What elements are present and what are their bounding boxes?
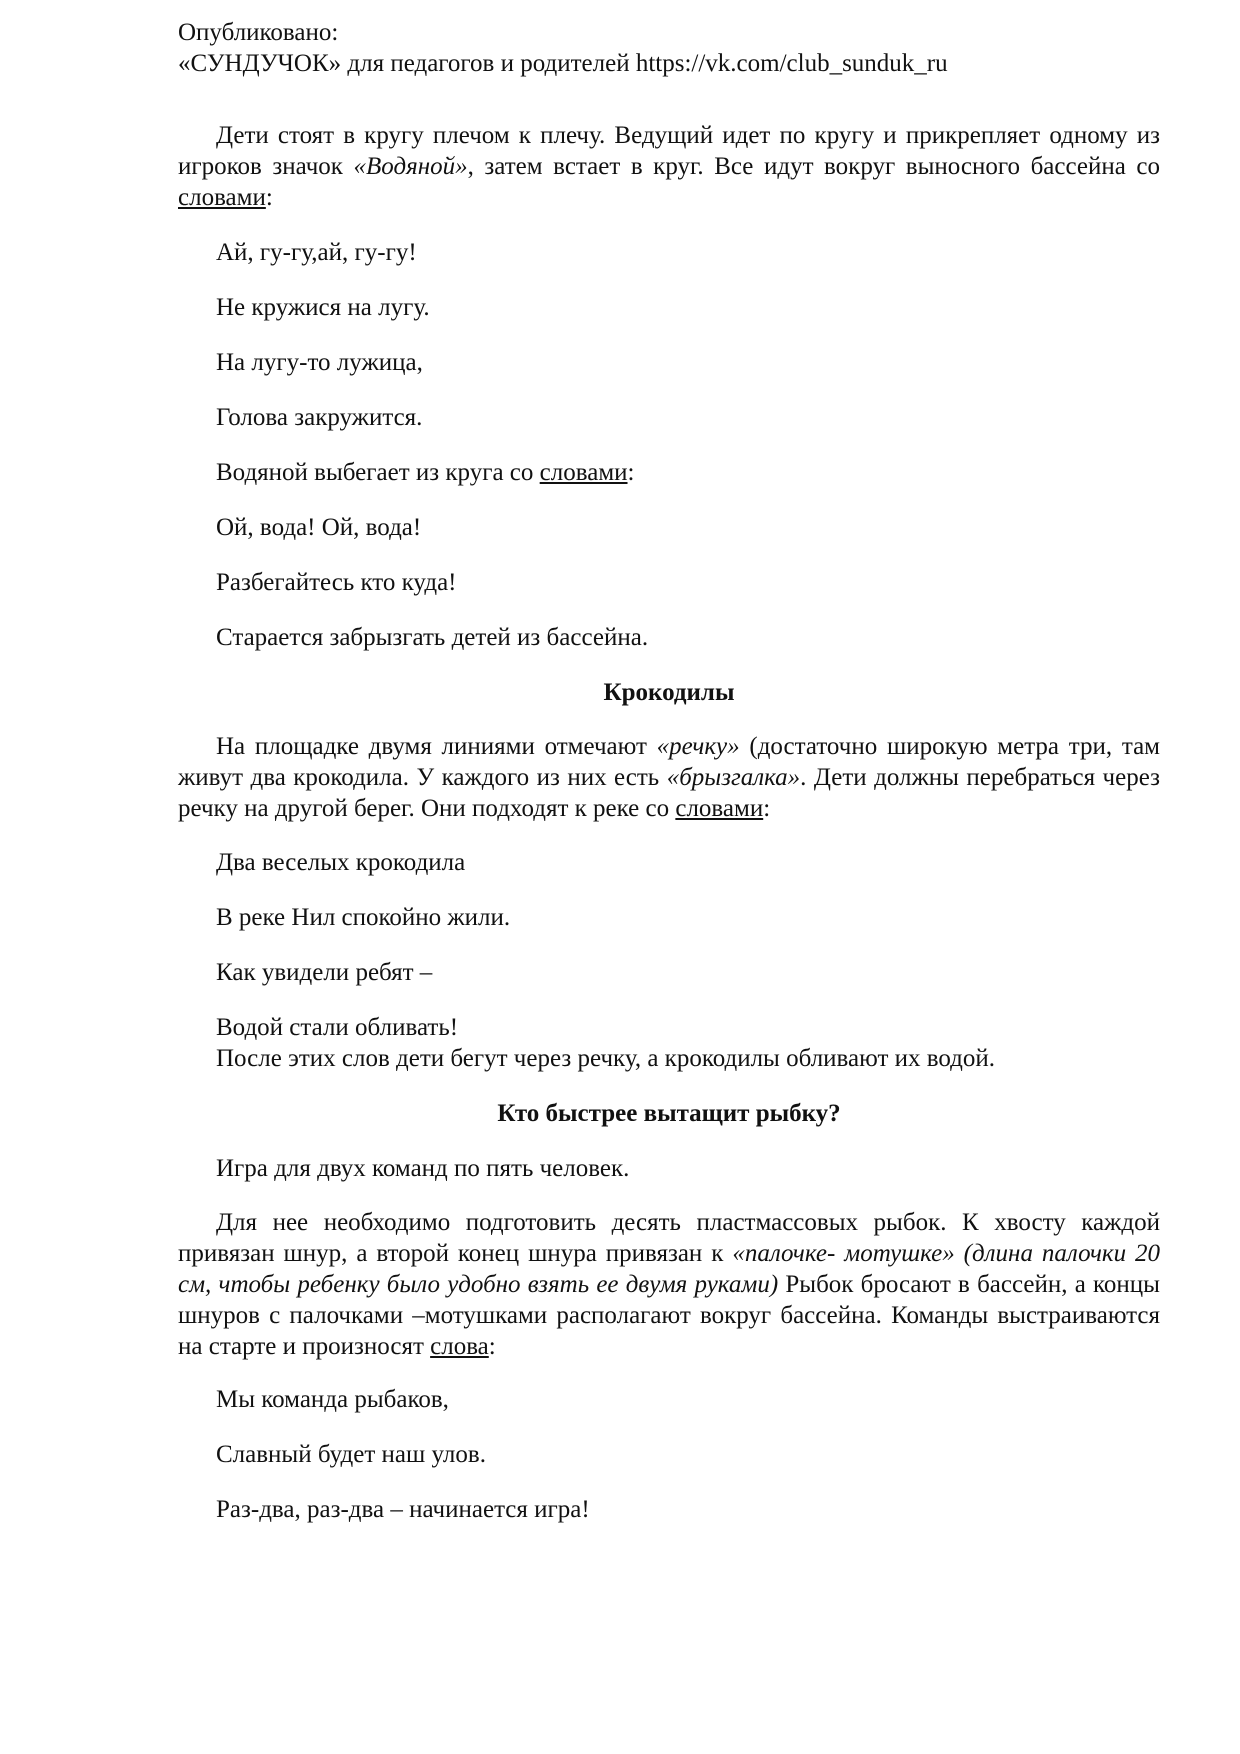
badge-name: «Водяной»: [353, 153, 468, 180]
game2-after: После этих слов дети бегут через речку, а крокодилы обливают их водой.: [216, 1045, 996, 1072]
game2-intro: На площадке двумя линиями отмечают «речку» (достаточно широкую метра три, там живут два крокодила. У каждого из них есть «брызгалка». Дети должны перебраться через речку на другой берег. Они подходят к реке со словами:: [178, 733, 1160, 822]
source-line: «СУНДУЧОК» для педагогов и родителей https://vk.com/club_sunduk_ru: [178, 50, 948, 77]
game2-title: Крокодилы: [603, 679, 735, 706]
shout-line: Разбегайтесь кто куда!: [216, 569, 457, 596]
verse-line: Два веселых крокодила: [216, 849, 466, 876]
game1-end: Старается забрызгать детей из бассейна.: [216, 624, 649, 651]
game1-run: Водяной выбегает из круга со словами:: [216, 459, 635, 486]
verse-line: Мы команда рыбаков,: [216, 1386, 449, 1413]
published-label: Опубликовано:: [178, 19, 339, 46]
verse-line: В реке Нил спокойно жили.: [216, 904, 511, 931]
game3-title: Кто быстрее вытащит рыбку?: [497, 1100, 841, 1127]
verse-line: Раз-два, раз-два – начинается игра!: [216, 1496, 590, 1523]
game3-teams: Игра для двух команд по пять человек.: [216, 1155, 630, 1182]
verse-line: На лугу-то лужица,: [216, 349, 423, 376]
game3-prep: Для нее необходимо подготовить десять пластмассовых рыбок. К хвосту каждой привязан шнур, а второй конец шнура привязан к «палочке- мотушке» (длина палочки 20 см, чтобы ребенку было удобно взять ее двумя руками) Рыбок бросают в бассейн, а концы шнуров с палочками –мотушками располагают вокруг бассейна. Команды выстраиваются на старте и произносят слова:: [178, 1209, 1160, 1360]
game1-intro: Дети стоят в кругу плечом к плечу. Ведущий идет по кругу и прикрепляет одному из игроков значок «Водяной», затем встает в круг. Все идут вокруг выносного бассейна со словами:: [178, 122, 1160, 211]
verse-line: Водой стали обливать!: [216, 1014, 459, 1041]
verse-line: Голова закружится.: [216, 404, 423, 431]
verse-line: Не кружися на лугу.: [216, 294, 430, 321]
publication-header: [178, 17, 1178, 79]
verse-line: Как увидели ребят –: [216, 959, 433, 986]
shout-line: Ой, вода! Ой, вода!: [216, 514, 422, 541]
verse-line: Ай, гу-гу,ай, гу-гу!: [216, 239, 417, 266]
verse-line: Славный будет наш улов.: [216, 1441, 486, 1468]
